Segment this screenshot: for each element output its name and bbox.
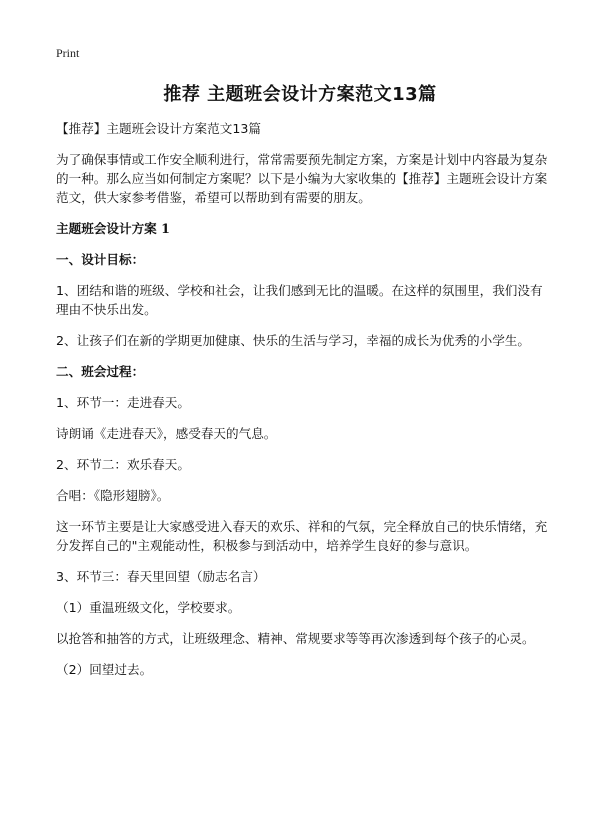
step-3-title: 3、环节三：春天里回望（励志名言） xyxy=(56,569,266,584)
step-3-item-2: （2）回望过去。 xyxy=(56,662,153,677)
goal-item-2: 2、让孩子们在新的学期更加健康、快乐的生活与学习，幸福的成长为优秀的小学生。 xyxy=(56,333,530,348)
section-heading: 主题班会设计方案 1 xyxy=(56,221,170,236)
step-2-description: 这一环节主要是让大家感受进入春天的欢乐、祥和的气氛，完全释放自己的快乐情绪，充分发挥自己的"主观能动性，积极参与到活动中，培养学生良好的参与意识。 xyxy=(56,519,548,553)
step-3-item-1: （1）重温班级文化，学校要求。 xyxy=(56,600,241,615)
subsection-heading-process: 二、班会过程： xyxy=(56,364,145,379)
intro-paragraph: 为了确保事情或工作安全顺利进行，常常需要预先制定方案，方案是计划中内容最为复杂的一种。那么应当如何制定方案呢？以下是小编为大家收集的【推荐】主题班会设计方案范文，供大家参考借鉴，希望可以帮助到有需要的朋友。 xyxy=(56,152,548,205)
subtitle-line: 【推荐】主题班会设计方案范文13篇 xyxy=(56,121,261,136)
step-3-item-1-detail: 以抢答和抽答的方式，让班级理念、精神、常规要求等等再次渗透到每个孩子的心灵。 xyxy=(56,631,535,646)
document-body xyxy=(56,119,554,691)
document-title: 推荐 主题班会设计方案范文13篇 xyxy=(163,84,437,105)
subsection-heading-goals: 一、设计目标： xyxy=(56,252,145,267)
goal-item-1: 1、团结和谐的班级、学校和社会，让我们感到无比的温暖。在这样的氛围里，我们没有理由不快乐出发。 xyxy=(56,283,543,317)
print-label: Print xyxy=(56,46,80,60)
step-2-detail: 合唱：《隐形翅膀》。 xyxy=(56,488,170,503)
step-1-detail: 诗朗诵《走进春天》，感受春天的气息。 xyxy=(56,426,277,441)
step-2-title: 2、环节二：欢乐春天。 xyxy=(56,457,190,472)
step-1-title: 1、环节一：走进春天。 xyxy=(56,395,190,410)
